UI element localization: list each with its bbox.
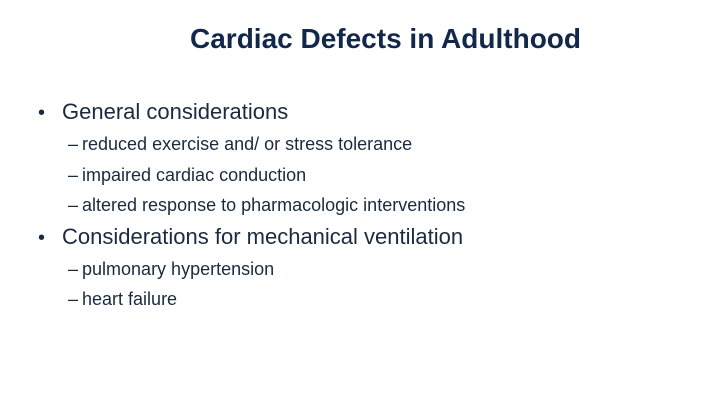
sub-bullet-marker: – <box>68 289 79 309</box>
bullet-text: General considerations <box>62 99 289 124</box>
slide-title: Cardiac Defects in Adulthood <box>190 23 582 54</box>
bullet-marker: • <box>38 102 46 124</box>
sub-bullet-marker: – <box>68 164 79 185</box>
bullet-marker: • <box>38 226 46 249</box>
sub-bullet-cardiac-conduction <box>38 160 698 191</box>
sub-bullet-exercise-tolerance <box>38 129 698 160</box>
sub-bullet-text: reduced exercise and/ or stress tolerance <box>82 134 413 154</box>
slide-content <box>38 96 698 315</box>
sub-bullet-text: impaired cardiac conduction <box>82 164 307 185</box>
bullet-general-considerations <box>38 96 698 129</box>
sub-bullet-pharmacologic-response <box>38 190 698 221</box>
sub-bullet-text: heart failure <box>82 289 178 309</box>
sub-bullet-text: altered response to pharmacologic interventions <box>82 195 466 215</box>
bullet-mechanical-ventilation <box>38 221 698 254</box>
sub-bullet-pulmonary-hypertension <box>38 254 698 285</box>
sub-bullet-heart-failure <box>38 284 698 315</box>
sub-bullet-marker: – <box>68 134 79 154</box>
sub-bullet-marker: – <box>68 258 79 279</box>
sub-bullet-marker: – <box>68 195 79 215</box>
bullet-text: Considerations for mechanical ventilation <box>62 223 464 249</box>
sub-bullet-text: pulmonary hypertension <box>82 258 275 279</box>
